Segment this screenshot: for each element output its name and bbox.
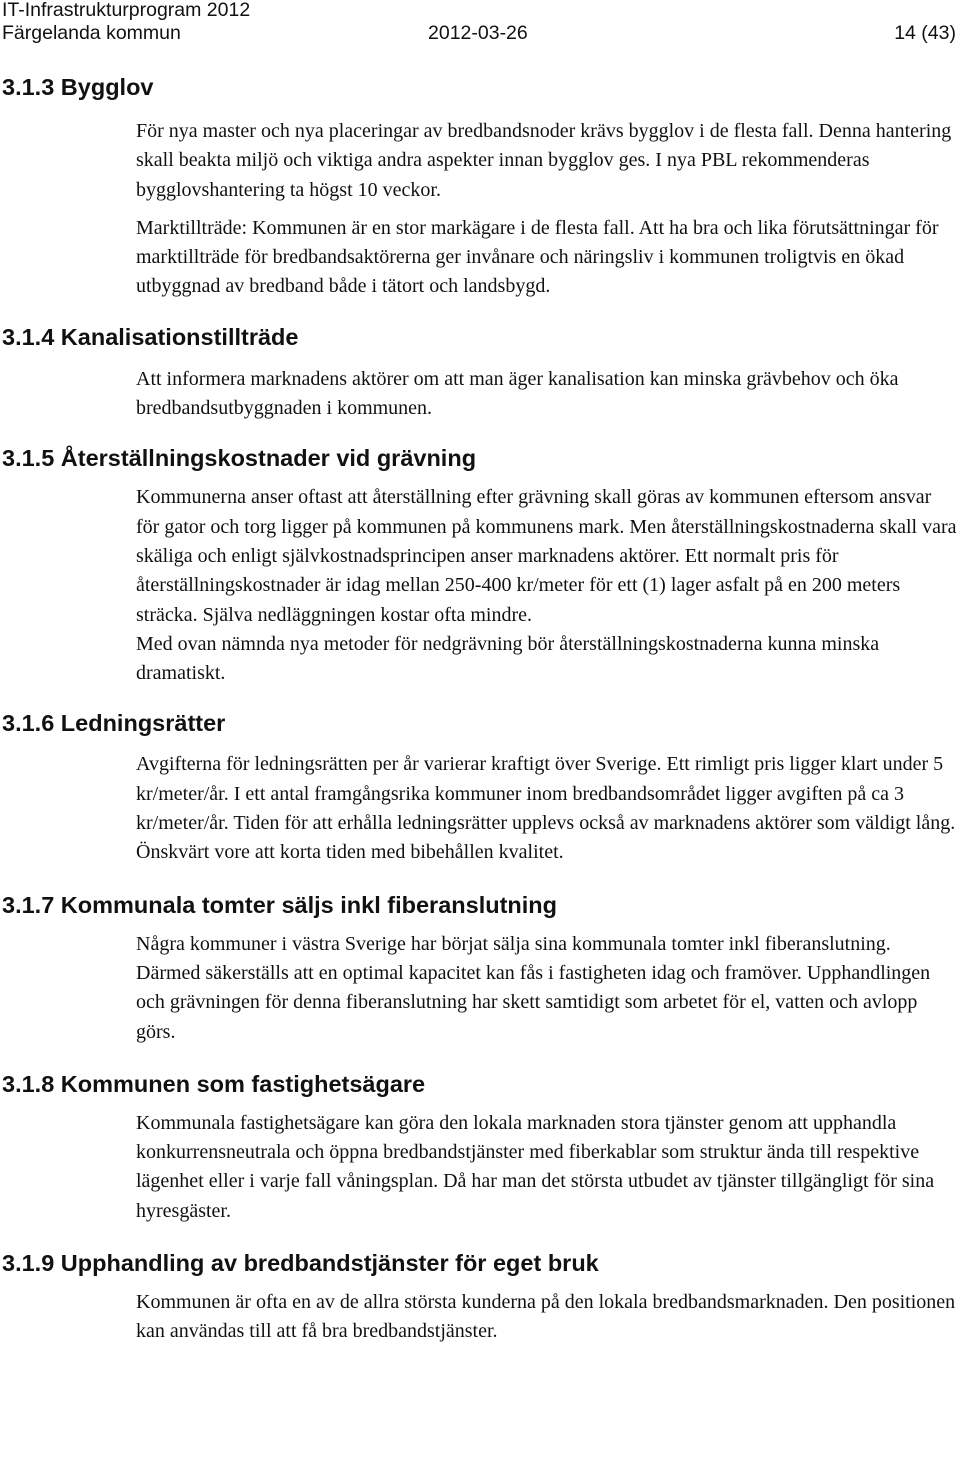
paragraph: Avgifterna för ledningsrätten per år varierar kraftigt över Sverige. Ett rimligt pris ligger klart under 5 kr/meter/år. I ett antal framgångsrika kommuner inom bredbandsområdet ligger avgiften på ca 3 kr/meter/år. Tiden för att erhålla ledningsrätter upplevs också av marknadens aktörer som väldigt lång. (136, 753, 956, 835)
section-heading: 3.1.6 Ledningsrätter (2, 710, 226, 737)
section-body (136, 117, 958, 302)
section-body (136, 1109, 958, 1226)
paragraph: Kommunala fastighetsägare kan göra den lokala marknaden stora tjänster genom att upphandla konkurrensneutrala och öppna bredbandstjänster med fiberkablar som struktur ända till respektive lägenhet eller i varje fall våningsplan. Då har man det största utbudet av tjänster tillgängligt för sina hyresgäster. (136, 1111, 935, 1222)
paragraph: Några kommuner i västra Sverige har börjat sälja sina kommunala tomter inkl fiberanslutning. Därmed säkerställs att en optimal kapacitet kan fås i fastigheten idag och framöver. Upphandlingen och grävningen för denna fiberanslutning har skett samtidigt som arbetet för el, vatten och avlopp görs. (136, 932, 931, 1043)
section (0, 706, 960, 742)
paragraph: Önskvärt vore att korta tiden med bibehållen kvalitet. (136, 841, 564, 864)
page-header (0, 0, 960, 44)
header-program-title: IT-Infrastrukturprogram 2012 (2, 0, 251, 21)
paragraph: Kommunerna anser oftast att återställning efter grävning skall göras av kommunen eftersom ansvar för gator och torg ligger på kommunen på kommunens mark. Men återställningskostnaderna skall vara skäliga och enligt självkostnadsprincipen anser marknadens aktörer. Ett normalt pris för återställningskostnader är idag mellan 250-400 kr/meter för ett (1) lager asfalt på en 200 meters sträcka. Själva nedläggningen kostar ofta mindre. (136, 486, 957, 626)
section (0, 70, 960, 106)
section (0, 441, 960, 477)
section (0, 888, 960, 924)
paragraph: Att informera marknadens aktörer om att man äger kanalisation kan minska grävbehov och öka bredbandsutbyggnaden i kommunen. (136, 367, 899, 420)
section-heading: 3.1.4 Kanalisationstillträde (2, 323, 299, 350)
section (0, 1067, 960, 1103)
section-body (136, 750, 958, 867)
header-page-number: 14 (43) (894, 22, 956, 44)
header-date: 2012-03-26 (428, 22, 528, 44)
section-body (136, 365, 958, 424)
paragraph: Marktillträde: Kommunen är en stor markägare i de flesta fall. Att ha bra och lika förutsättningar för marktillträde för bredbandsaktörerna ger invånare och näringsliv i kommunen troligtvis en ökad utbyggnad av bredband både i tätort och landsbygd. (136, 216, 939, 298)
section-heading: 3.1.9 Upphandling av bredbandstjänster för eget bruk (2, 1250, 599, 1277)
document-body (0, 70, 960, 1347)
section-body (136, 1288, 958, 1347)
section-body (136, 483, 958, 688)
header-organization: Färgelanda kommun (2, 22, 181, 44)
paragraph: Med ovan nämnda nya metoder för nedgrävning bör återställningskostnaderna kunna minska dramatiskt. (136, 632, 880, 685)
section-heading: 3.1.7 Kommunala tomter säljs inkl fiberanslutning (2, 891, 557, 918)
section-body (136, 930, 958, 1047)
paragraph: För nya master och nya placeringar av bredbandsnoder krävs bygglov i de flesta fall. Denna hantering skall beakta miljö och viktiga andra aspekter innan bygglov ges. I nya PBL rekommenderas bygglovshantering ta högst 10 veckor. (136, 120, 952, 201)
section-heading: 3.1.5 Återställningskostnader vid grävning (2, 445, 477, 472)
section-heading: 3.1.8 Kommunen som fastighetsägare (2, 1070, 426, 1097)
section-heading: 3.1.3 Bygglov (2, 74, 154, 100)
section (0, 1246, 960, 1282)
paragraph: Kommunen är ofta en av de allra största kunderna på den lokala bredbandsmarknaden. Den positionen kan användas till att få bra bredbandstjänster. (136, 1291, 956, 1343)
section (0, 320, 960, 356)
